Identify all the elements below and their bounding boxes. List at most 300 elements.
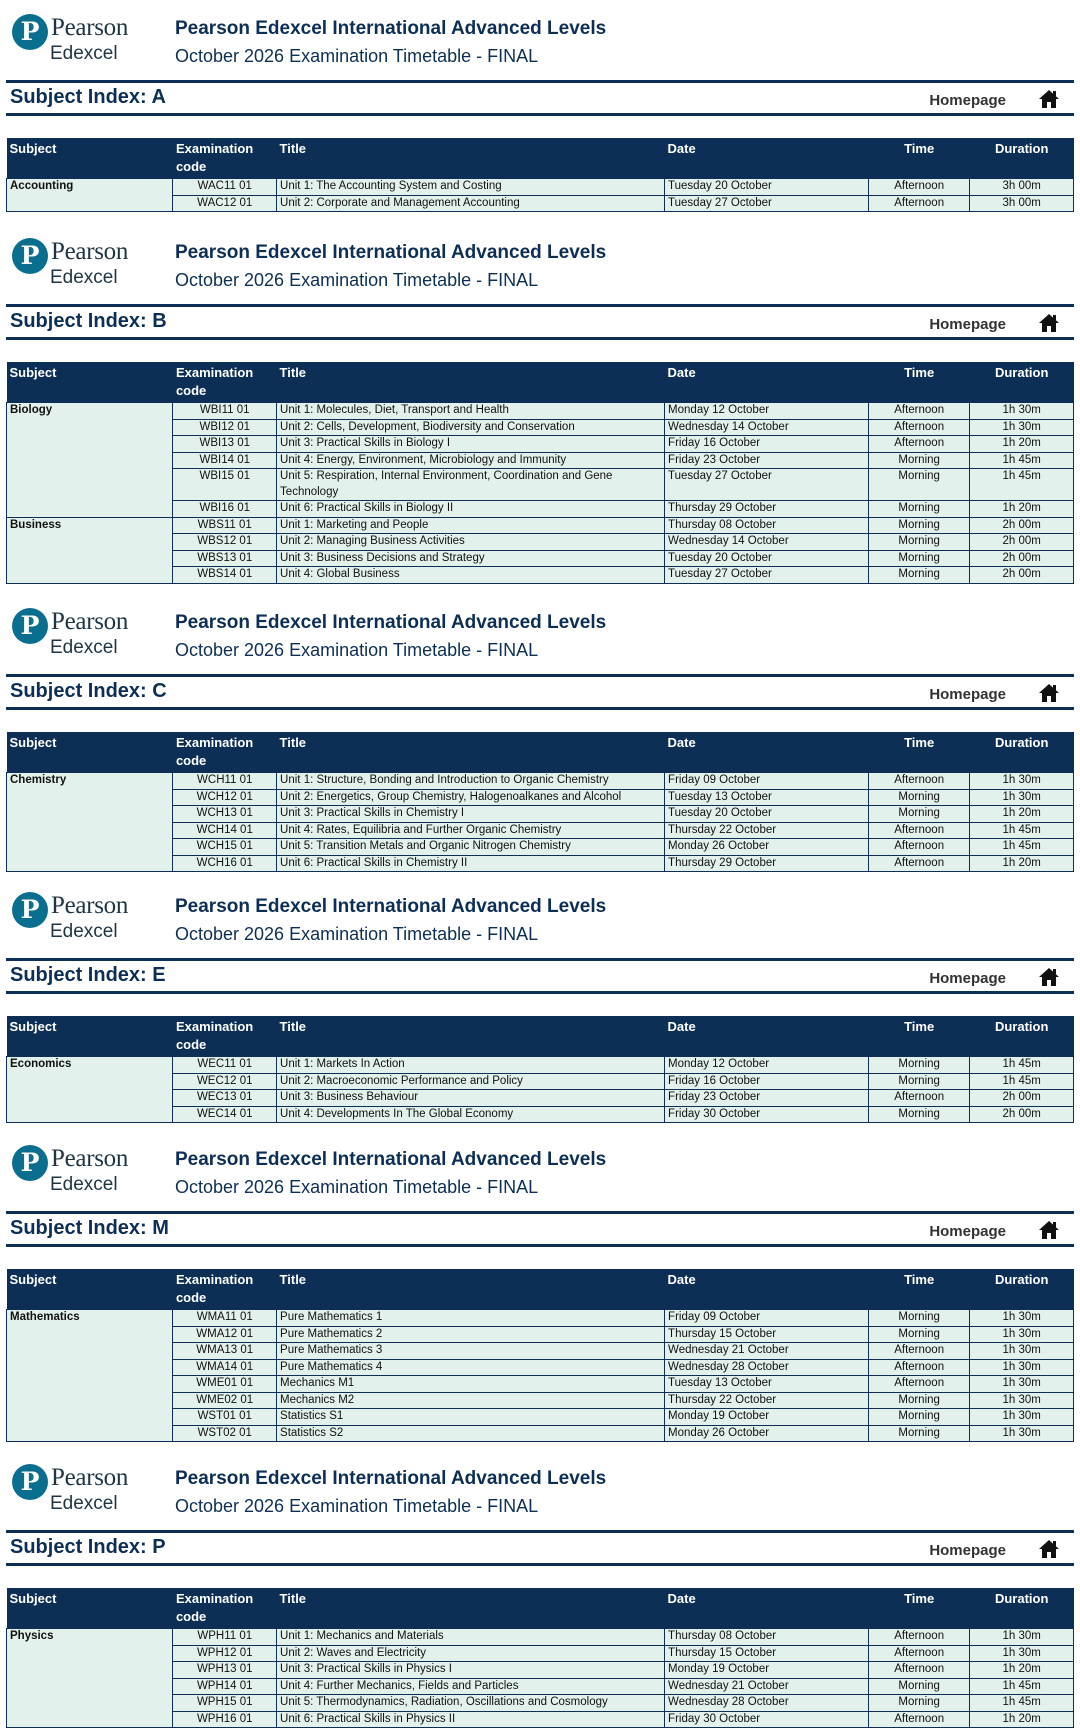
exam-code: WST02 01	[173, 1425, 277, 1442]
exam-date: Tuesday 13 October	[665, 789, 869, 806]
exam-session: Afternoon	[868, 839, 969, 856]
table-row	[7, 806, 1074, 823]
col-code-header: Examination code	[173, 1588, 277, 1629]
exam-duration: 2h 00m	[970, 1106, 1074, 1123]
subject-name: Mathematics	[7, 1310, 173, 1327]
exam-session: Morning	[868, 534, 969, 551]
exam-duration: 2h 00m	[970, 517, 1074, 534]
exam-code: WBI14 01	[173, 452, 277, 469]
subject-cell	[7, 550, 173, 567]
col-subject-header: Subject	[7, 138, 173, 179]
exam-date: Wednesday 14 October	[665, 534, 869, 551]
exam-title: Unit 2: Cells, Development, Biodiversity and Conservation	[277, 419, 665, 436]
exam-duration: 2h 00m	[970, 1090, 1074, 1107]
brand-header	[0, 1450, 1080, 1516]
subject-cell	[7, 1678, 173, 1695]
exam-date: Monday 19 October	[665, 1662, 869, 1679]
exam-code: WBI15 01	[173, 469, 277, 501]
timetable-table	[6, 1269, 1074, 1442]
exam-code: WCH12 01	[173, 789, 277, 806]
pearson-logo-icon: P	[12, 1145, 48, 1181]
table-row	[7, 1326, 1074, 1343]
exam-duration: 1h 20m	[970, 501, 1074, 518]
exam-session: Afternoon	[868, 1662, 969, 1679]
subject-index-bar	[6, 958, 1074, 994]
timetable-table	[6, 1016, 1074, 1123]
logo-subbrand: Edexcel	[50, 267, 118, 288]
col-code-header: Examination code	[173, 1269, 277, 1310]
exam-title: Unit 6: Practical Skills in Physics II	[277, 1711, 665, 1728]
exam-duration: 1h 30m	[970, 1376, 1074, 1393]
exam-date: Tuesday 20 October	[665, 550, 869, 567]
table-row	[7, 1392, 1074, 1409]
subject-cell	[7, 1376, 173, 1393]
exam-session: Morning	[868, 1678, 969, 1695]
exam-duration: 1h 30m	[970, 1343, 1074, 1360]
exam-duration: 1h 20m	[970, 436, 1074, 453]
exam-date: Friday 23 October	[665, 1090, 869, 1107]
exam-code: WME01 01	[173, 1376, 277, 1393]
exam-duration: 1h 30m	[970, 789, 1074, 806]
exam-session: Afternoon	[868, 1711, 969, 1728]
subject-name: Accounting	[7, 179, 173, 196]
exam-duration: 1h 30m	[970, 403, 1074, 420]
exam-title: Unit 4: Global Business	[277, 567, 665, 584]
subject-cell	[7, 806, 173, 823]
subject-cell	[7, 1662, 173, 1679]
exam-session: Morning	[868, 550, 969, 567]
document-subtitle: October 2026 Examination Timetable - FINAL	[175, 46, 539, 66]
exam-date: Thursday 29 October	[665, 501, 869, 518]
table-row	[7, 1090, 1074, 1107]
exam-duration: 1h 20m	[970, 806, 1074, 823]
table-row	[7, 469, 1074, 501]
document-title: Pearson Edexcel International Advanced Levels	[175, 1468, 607, 1489]
table-row	[7, 403, 1074, 420]
subject-index-bar	[6, 674, 1074, 710]
exam-code: WPH15 01	[173, 1695, 277, 1712]
exam-code: WCH14 01	[173, 822, 277, 839]
logo-subbrand: Edexcel	[50, 1174, 118, 1195]
table-row	[7, 567, 1074, 584]
document-title: Pearson Edexcel International Advanced Levels	[175, 612, 607, 633]
exam-title: Unit 1: The Accounting System and Costing	[277, 179, 665, 196]
exam-session: Morning	[868, 452, 969, 469]
homepage-link[interactable]: Homepage	[929, 1542, 1006, 1559]
exam-date: Wednesday 21 October	[665, 1343, 869, 1360]
exam-title: Unit 2: Corporate and Management Accounting	[277, 195, 665, 212]
home-icon[interactable]	[1038, 89, 1060, 109]
exam-code: WBS11 01	[173, 517, 277, 534]
table-row	[7, 1662, 1074, 1679]
col-code-header: Examination code	[173, 362, 277, 403]
col-subject-header: Subject	[7, 1588, 173, 1629]
header-row	[7, 138, 1074, 179]
document-subtitle: October 2026 Examination Timetable - FINAL	[175, 1496, 539, 1516]
exam-session: Afternoon	[868, 855, 969, 872]
homepage-link[interactable]: Homepage	[929, 1223, 1006, 1240]
exam-code: WBS14 01	[173, 567, 277, 584]
exam-code: WPH16 01	[173, 1711, 277, 1728]
exam-date: Monday 26 October	[665, 839, 869, 856]
exam-title: Pure Mathematics 1	[277, 1310, 665, 1327]
exam-duration: 2h 00m	[970, 534, 1074, 551]
exam-date: Thursday 15 October	[665, 1326, 869, 1343]
exam-title: Unit 2: Energetics, Group Chemistry, Halogenoalkanes and Alcohol	[277, 789, 665, 806]
exam-duration: 1h 45m	[970, 469, 1074, 501]
timetable-table	[6, 362, 1074, 584]
subject-index-title: Subject Index: P	[10, 1536, 166, 1558]
exam-session: Morning	[868, 1073, 969, 1090]
exam-date: Friday 30 October	[665, 1106, 869, 1123]
col-duration-header: Duration	[970, 362, 1074, 403]
exam-session: Morning	[868, 806, 969, 823]
exam-session: Morning	[868, 1695, 969, 1712]
subject-cell	[7, 1359, 173, 1376]
col-date-header: Date	[665, 1016, 869, 1057]
col-time-header: Time	[868, 362, 969, 403]
exam-title: Unit 3: Business Behaviour	[277, 1090, 665, 1107]
subject-cell	[7, 534, 173, 551]
exam-title: Unit 1: Marketing and People	[277, 517, 665, 534]
exam-code: WPH11 01	[173, 1629, 277, 1646]
exam-date: Monday 12 October	[665, 1057, 869, 1074]
exam-title: Unit 1: Molecules, Diet, Transport and Health	[277, 403, 665, 420]
col-time-header: Time	[868, 138, 969, 179]
timetable-section	[0, 594, 1080, 879]
exam-duration: 1h 30m	[970, 1392, 1074, 1409]
exam-duration: 1h 45m	[970, 839, 1074, 856]
exam-duration: 1h 30m	[970, 1359, 1074, 1376]
subject-name: Business	[7, 517, 173, 534]
home-icon[interactable]	[1038, 1220, 1060, 1240]
exam-session: Afternoon	[868, 179, 969, 196]
exam-duration: 1h 20m	[970, 855, 1074, 872]
col-date-header: Date	[665, 362, 869, 403]
exam-session: Afternoon	[868, 1343, 969, 1360]
subject-name: Economics	[7, 1057, 173, 1074]
timetable-table	[6, 1588, 1074, 1728]
col-date-header: Date	[665, 732, 869, 773]
home-icon[interactable]	[1038, 313, 1060, 333]
exam-title: Unit 2: Waves and Electricity	[277, 1645, 665, 1662]
logo-wordmark: Pearson	[51, 14, 129, 41]
table-row	[7, 1425, 1074, 1442]
subject-cell	[7, 452, 173, 469]
subject-cell	[7, 195, 173, 212]
subject-cell	[7, 436, 173, 453]
exam-duration: 1h 30m	[970, 773, 1074, 790]
timetable-table	[6, 732, 1074, 872]
exam-title: Statistics S2	[277, 1425, 665, 1442]
header-row	[7, 362, 1074, 403]
table-row	[7, 1343, 1074, 1360]
exam-duration: 1h 30m	[970, 1645, 1074, 1662]
exam-duration: 1h 30m	[970, 1629, 1074, 1646]
table-row	[7, 1310, 1074, 1327]
exam-code: WMA12 01	[173, 1326, 277, 1343]
col-duration-header: Duration	[970, 1588, 1074, 1629]
exam-session: Morning	[868, 1310, 969, 1327]
exam-code: WME02 01	[173, 1392, 277, 1409]
brand-header	[0, 1131, 1080, 1197]
exam-title: Unit 4: Developments In The Global Economy	[277, 1106, 665, 1123]
exam-code: WBI12 01	[173, 419, 277, 436]
exam-title: Unit 4: Energy, Environment, Microbiology and Immunity	[277, 452, 665, 469]
exam-session: Afternoon	[868, 195, 969, 212]
logo-wordmark: Pearson	[51, 238, 129, 265]
timetable-section	[0, 224, 1080, 580]
exam-date: Friday 09 October	[665, 1310, 869, 1327]
subject-index-title: Subject Index: B	[10, 310, 167, 332]
subject-cell	[7, 419, 173, 436]
exam-title: Unit 5: Respiration, Internal Environment, Coordination and Gene Technology	[277, 469, 665, 501]
timetable-section	[0, 1131, 1080, 1439]
col-title-header: Title	[277, 138, 665, 179]
exam-session: Morning	[868, 517, 969, 534]
table-header	[7, 1588, 1074, 1629]
subject-cell	[7, 1409, 173, 1426]
table-row	[7, 1106, 1074, 1123]
col-date-header: Date	[665, 1588, 869, 1629]
exam-title: Pure Mathematics 4	[277, 1359, 665, 1376]
exam-date: Thursday 22 October	[665, 822, 869, 839]
exam-code: WCH11 01	[173, 773, 277, 790]
col-duration-header: Duration	[970, 1016, 1074, 1057]
subject-cell	[7, 501, 173, 518]
exam-code: WMA13 01	[173, 1343, 277, 1360]
exam-code: WAC12 01	[173, 195, 277, 212]
pearson-logo-icon: P	[12, 608, 48, 644]
col-time-header: Time	[868, 1016, 969, 1057]
exam-duration: 2h 00m	[970, 550, 1074, 567]
col-duration-header: Duration	[970, 732, 1074, 773]
document-title: Pearson Edexcel International Advanced Levels	[175, 896, 607, 917]
home-icon[interactable]	[1038, 683, 1060, 703]
table-body	[7, 1629, 1074, 1728]
table-row	[7, 1376, 1074, 1393]
col-title-header: Title	[277, 732, 665, 773]
exam-code: WBI16 01	[173, 501, 277, 518]
exam-duration: 1h 45m	[970, 822, 1074, 839]
subject-index-bar	[6, 304, 1074, 340]
homepage-link[interactable]: Homepage	[929, 316, 1006, 333]
logo-subbrand: Edexcel	[50, 921, 118, 942]
subject-name: Chemistry	[7, 773, 173, 790]
subject-cell	[7, 567, 173, 584]
timetable-table	[6, 138, 1074, 212]
exam-title: Unit 3: Practical Skills in Chemistry I	[277, 806, 665, 823]
exam-duration: 2h 00m	[970, 567, 1074, 584]
subject-index-title: Subject Index: E	[10, 964, 166, 986]
col-subject-header: Subject	[7, 1016, 173, 1057]
document-subtitle: October 2026 Examination Timetable - FINAL	[175, 924, 539, 944]
subject-cell	[7, 469, 173, 501]
exam-code: WMA11 01	[173, 1310, 277, 1327]
table-row	[7, 550, 1074, 567]
exam-session: Morning	[868, 1409, 969, 1426]
exam-date: Friday 09 October	[665, 773, 869, 790]
brand-header	[0, 594, 1080, 660]
table-body	[7, 179, 1074, 212]
exam-title: Unit 3: Business Decisions and Strategy	[277, 550, 665, 567]
timetable-section	[0, 878, 1080, 1163]
exam-code: WCH15 01	[173, 839, 277, 856]
subject-index-bar	[6, 1530, 1074, 1566]
exam-title: Unit 2: Managing Business Activities	[277, 534, 665, 551]
subject-index-title: Subject Index: C	[10, 680, 167, 702]
header-row	[7, 1588, 1074, 1629]
exam-session: Morning	[868, 789, 969, 806]
exam-duration: 1h 20m	[970, 1711, 1074, 1728]
exam-session: Afternoon	[868, 419, 969, 436]
exam-session: Afternoon	[868, 1090, 969, 1107]
exam-title: Unit 3: Practical Skills in Biology I	[277, 436, 665, 453]
table-row	[7, 1711, 1074, 1728]
col-date-header: Date	[665, 1269, 869, 1310]
col-code-header: Examination code	[173, 1016, 277, 1057]
timetable-section	[0, 1450, 1080, 1733]
subject-index-bar	[6, 80, 1074, 116]
exam-session: Afternoon	[868, 1376, 969, 1393]
brand-header	[0, 878, 1080, 944]
exam-date: Thursday 22 October	[665, 1392, 869, 1409]
subject-cell	[7, 855, 173, 872]
document-subtitle: October 2026 Examination Timetable - FINAL	[175, 640, 539, 660]
exam-duration: 3h 00m	[970, 179, 1074, 196]
exam-date: Thursday 08 October	[665, 1629, 869, 1646]
exam-session: Afternoon	[868, 1359, 969, 1376]
table-body	[7, 403, 1074, 584]
homepage-link[interactable]: Homepage	[929, 92, 1006, 109]
subject-cell	[7, 1073, 173, 1090]
exam-session: Afternoon	[868, 1629, 969, 1646]
exam-date: Tuesday 13 October	[665, 1376, 869, 1393]
exam-date: Thursday 08 October	[665, 517, 869, 534]
exam-duration: 1h 20m	[970, 1662, 1074, 1679]
exam-code: WPH13 01	[173, 1662, 277, 1679]
table-row	[7, 773, 1074, 790]
exam-title: Unit 4: Rates, Equilibria and Further Organic Chemistry	[277, 822, 665, 839]
logo-wordmark: Pearson	[51, 1145, 129, 1172]
exam-title: Unit 1: Mechanics and Materials	[277, 1629, 665, 1646]
col-code-header: Examination code	[173, 732, 277, 773]
table-header	[7, 138, 1074, 179]
exam-code: WCH13 01	[173, 806, 277, 823]
homepage-link[interactable]: Homepage	[929, 686, 1006, 703]
table-row	[7, 1409, 1074, 1426]
col-time-header: Time	[868, 732, 969, 773]
exam-session: Afternoon	[868, 403, 969, 420]
subject-cell	[7, 1326, 173, 1343]
header-row	[7, 1269, 1074, 1310]
exam-session: Morning	[868, 1057, 969, 1074]
exam-date: Friday 16 October	[665, 436, 869, 453]
document-title: Pearson Edexcel International Advanced Levels	[175, 18, 607, 39]
subject-cell	[7, 839, 173, 856]
table-row	[7, 1073, 1074, 1090]
exam-date: Tuesday 27 October	[665, 567, 869, 584]
exam-code: WST01 01	[173, 1409, 277, 1426]
exam-duration: 1h 30m	[970, 1425, 1074, 1442]
table-body	[7, 1057, 1074, 1123]
exam-title: Unit 6: Practical Skills in Biology II	[277, 501, 665, 518]
exam-session: Morning	[868, 1106, 969, 1123]
exam-date: Friday 16 October	[665, 1073, 869, 1090]
homepage-link[interactable]: Homepage	[929, 970, 1006, 987]
exam-duration: 1h 45m	[970, 1057, 1074, 1074]
pearson-logo-icon: P	[12, 1464, 48, 1500]
exam-date: Tuesday 27 October	[665, 195, 869, 212]
table-row	[7, 1359, 1074, 1376]
table-body	[7, 773, 1074, 872]
exam-session: Morning	[868, 501, 969, 518]
exam-title: Pure Mathematics 3	[277, 1343, 665, 1360]
exam-code: WBS12 01	[173, 534, 277, 551]
exam-date: Friday 30 October	[665, 1711, 869, 1728]
exam-code: WPH12 01	[173, 1645, 277, 1662]
subject-name: Physics	[7, 1629, 173, 1646]
table-row	[7, 179, 1074, 196]
exam-session: Morning	[868, 469, 969, 501]
document-subtitle: October 2026 Examination Timetable - FINAL	[175, 1177, 539, 1197]
subject-index-title: Subject Index: A	[10, 86, 166, 108]
table-row	[7, 839, 1074, 856]
exam-title: Unit 6: Practical Skills in Chemistry II	[277, 855, 665, 872]
brand-header	[0, 224, 1080, 290]
exam-duration: 1h 45m	[970, 452, 1074, 469]
document-title: Pearson Edexcel International Advanced Levels	[175, 242, 607, 263]
exam-date: Friday 23 October	[665, 452, 869, 469]
home-icon[interactable]	[1038, 1539, 1060, 1559]
exam-title: Unit 2: Macroeconomic Performance and Policy	[277, 1073, 665, 1090]
subject-cell	[7, 1711, 173, 1728]
table-row	[7, 534, 1074, 551]
exam-session: Afternoon	[868, 773, 969, 790]
table-row	[7, 419, 1074, 436]
exam-duration: 3h 00m	[970, 195, 1074, 212]
logo-wordmark: Pearson	[51, 892, 129, 919]
col-title-header: Title	[277, 362, 665, 403]
exam-date: Monday 19 October	[665, 1409, 869, 1426]
table-row	[7, 822, 1074, 839]
exam-duration: 1h 45m	[970, 1695, 1074, 1712]
exam-session: Morning	[868, 567, 969, 584]
exam-date: Wednesday 28 October	[665, 1359, 869, 1376]
subject-cell	[7, 789, 173, 806]
exam-code: WEC12 01	[173, 1073, 277, 1090]
col-date-header: Date	[665, 138, 869, 179]
exam-title: Mechanics M2	[277, 1392, 665, 1409]
exam-title: Unit 3: Practical Skills in Physics I	[277, 1662, 665, 1679]
table-header	[7, 1269, 1074, 1310]
exam-code: WMA14 01	[173, 1359, 277, 1376]
exam-date: Thursday 29 October	[665, 855, 869, 872]
table-row	[7, 1695, 1074, 1712]
col-title-header: Title	[277, 1016, 665, 1057]
table-body	[7, 1310, 1074, 1442]
header-row	[7, 732, 1074, 773]
exam-duration: 1h 45m	[970, 1073, 1074, 1090]
home-icon[interactable]	[1038, 967, 1060, 987]
col-duration-header: Duration	[970, 138, 1074, 179]
table-row	[7, 855, 1074, 872]
table-row	[7, 436, 1074, 453]
exam-title: Unit 1: Structure, Bonding and Introduction to Organic Chemistry	[277, 773, 665, 790]
table-row	[7, 195, 1074, 212]
pearson-logo-icon: P	[12, 892, 48, 928]
exam-code: WEC14 01	[173, 1106, 277, 1123]
